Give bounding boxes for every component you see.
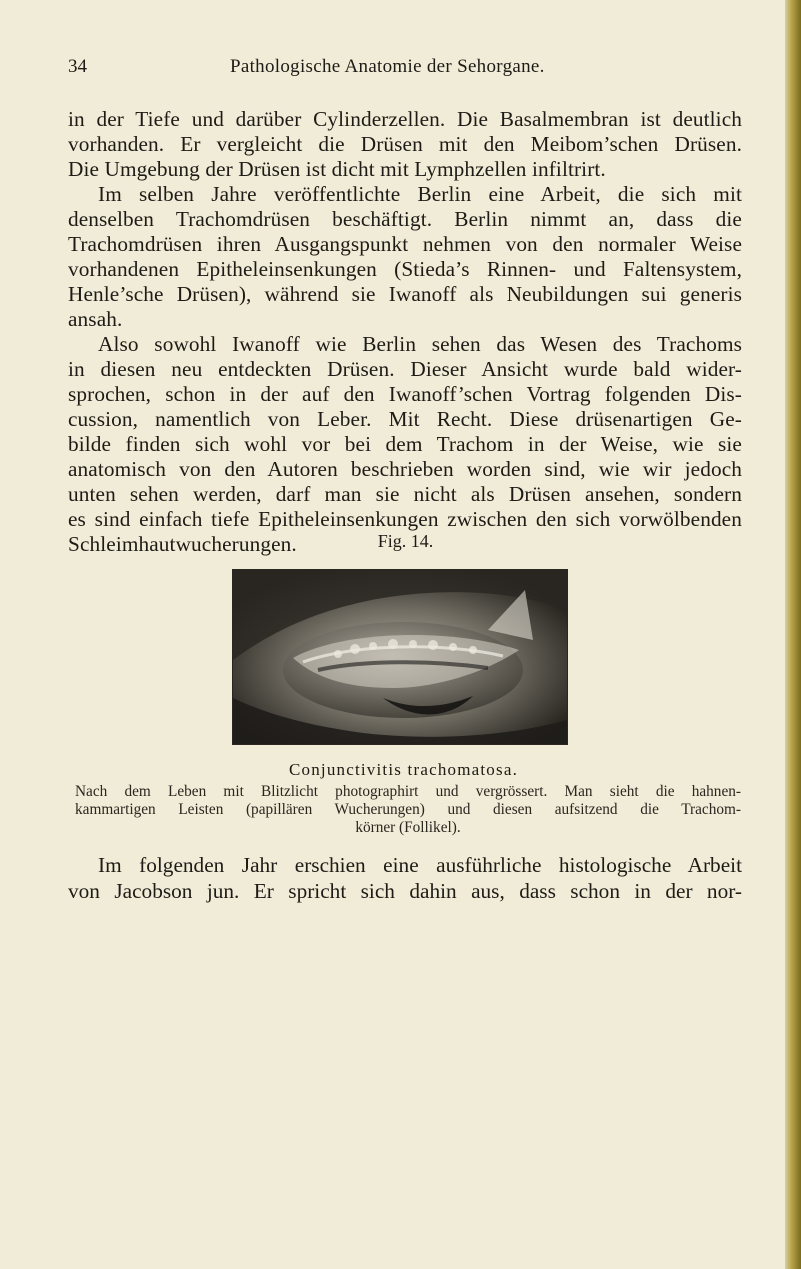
text-line: es sind einfach tiefe Epitheleinsenkungen zwischen den sich vorwölbenden	[68, 507, 742, 531]
figure-label: Fig. 14.	[377, 531, 434, 551]
text-line: denselben Trachomdrüsen beschäftigt. Berlin nimmt an, dass die	[68, 207, 742, 231]
conjunctiva-photo-illustration	[233, 570, 567, 744]
page-header	[68, 56, 738, 86]
text-line: Die Umgebung der Drüsen ist dicht mit Lymphzellen infiltrirt.	[68, 157, 606, 181]
text-line: vorhanden. Er vergleicht die Drüsen mit den Meibom’schen Drüsen.	[68, 132, 742, 156]
text-line: ansah.	[68, 307, 123, 331]
text-line: Im folgenden Jahr erschien eine ausführliche histologische Arbeit	[98, 853, 742, 877]
running-title: Pathologische Anatomie der Sehorgane.	[230, 56, 545, 77]
text-line: in diesen neu entdeckten Drüsen. Dieser Ansicht wurde bald wider-	[68, 357, 742, 381]
body-text-upper	[68, 107, 742, 557]
text-line: Henle’sche Drüsen), während sie Iwanoff als Neubildungen sui generis	[68, 282, 742, 306]
caption-line: kammartigen Leisten (papillären Wucherungen) und diesen aufsitzend die Trachom-	[75, 801, 741, 818]
page-edge	[785, 0, 801, 1269]
text-line: sprochen, schon in der auf den Iwanoff’schen Vortrag folgenden Dis-	[68, 382, 742, 406]
figure-caption	[75, 783, 741, 837]
caption-line: Nach dem Leben mit Blitzlicht photographirt und vergrössert. Man sieht die hahnen-	[75, 783, 741, 800]
text-line: in der Tiefe und darüber Cylinderzellen. Die Basalmembran ist deutlich	[68, 107, 742, 131]
text-line: von Jacobson jun. Er spricht sich dahin aus, dass schon in der nor-	[68, 879, 742, 903]
text-line: Im selben Jahre veröffentlichte Berlin eine Arbeit, die sich mit	[98, 182, 742, 206]
text-line: Trachomdrüsen ihren Ausgangspunkt nehmen von den normaler Weise	[68, 232, 742, 256]
text-line: bilde finden sich wohl vor bei dem Trachom in der Weise, wie sie	[68, 432, 742, 456]
text-line: Schleimhautwucherungen.	[68, 532, 297, 556]
text-line: vorhandenen Epitheleinsenkungen (Stieda’s Rinnen- und Faltensystem,	[68, 257, 742, 281]
text-line: cussion, namentlich von Leber. Mit Recht. Diese drüsenartigen Ge-	[68, 407, 742, 431]
figure-caption-title: Conjunctivitis trachomatosa.	[288, 760, 519, 779]
body-text-lower	[68, 852, 742, 904]
page-number: 34	[68, 56, 87, 77]
caption-line: körner (Follikel).	[355, 819, 461, 836]
text-line: Also sowohl Iwanoff wie Berlin sehen das Wesen des Trachoms	[98, 332, 742, 356]
figure-photograph	[232, 569, 568, 745]
text-line: anatomisch von den Autoren beschrieben worden sind, wie wir jedoch	[68, 457, 742, 481]
text-line: unten sehen werden, darf man sie nicht als Drüsen ansehen, sondern	[68, 482, 742, 506]
